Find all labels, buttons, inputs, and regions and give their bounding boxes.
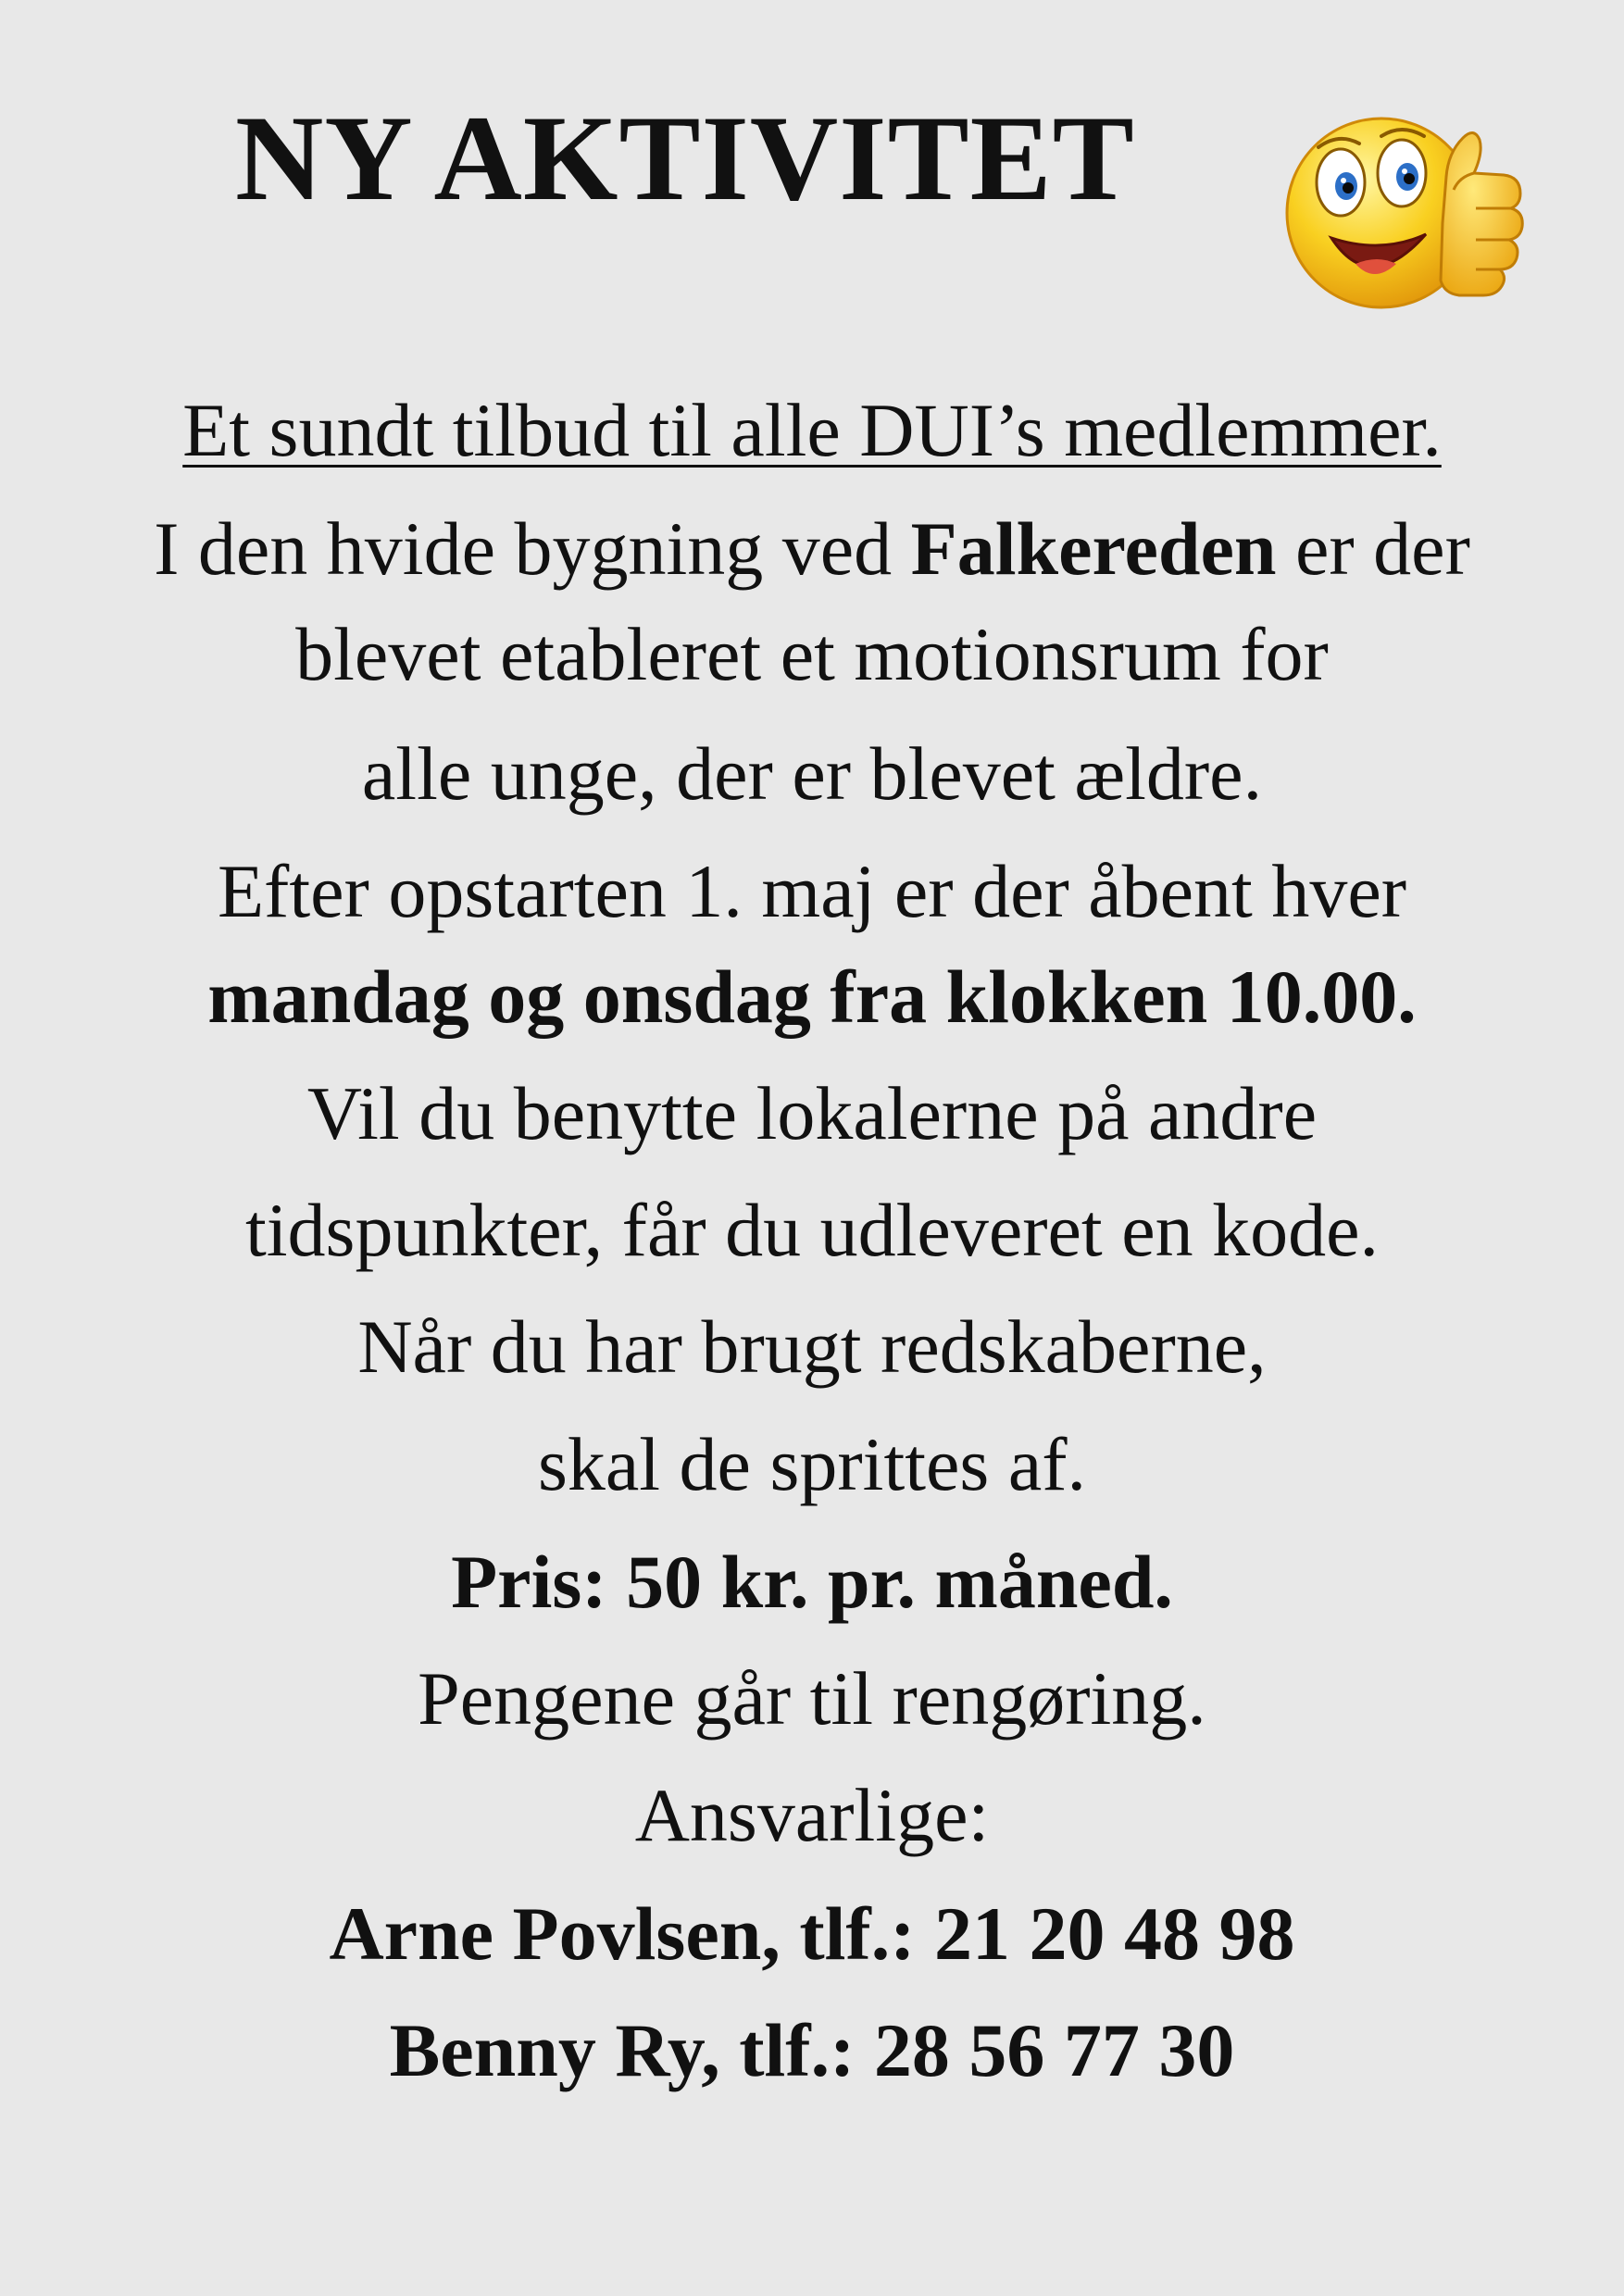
location-suffix: er der <box>1276 506 1470 591</box>
info-line: skal de sprittes af. <box>537 1422 1087 1506</box>
contacts-heading: Ansvarlige: <box>634 1773 990 1857</box>
location-line <box>0 506 1624 591</box>
thumbs-up-smiley-icon <box>1278 116 1555 319</box>
info-line: Når du har brugt redskaberne, <box>357 1304 1267 1389</box>
body-line: blevet etableret et motionsrum for <box>295 612 1329 696</box>
contact-line: Arne Povlsen, tlf.: 21 20 48 98 <box>329 1891 1295 1976</box>
contact-line: Benny Ry, tlf.: 28 56 77 30 <box>389 2008 1235 2092</box>
location-prefix: I den hvide bygning ved <box>154 506 911 591</box>
intro-line: Et sundt tilbud til alle DUI’s medlemmer. <box>182 388 1442 472</box>
body-line: alle unge, der er blevet ældre. <box>361 731 1263 816</box>
location-place: Falkereden <box>910 506 1277 591</box>
info-line: tidspunkter, får du udleveret en kode. <box>244 1188 1380 1272</box>
flyer-title: NY AKTIVITET <box>235 90 1135 226</box>
price-line: Pris: 50 kr. pr. måned. <box>451 1540 1173 1624</box>
body-line: Efter opstarten 1. maj er der åbent hver <box>217 849 1407 933</box>
info-line: Vil du benytte lokalerne på andre <box>306 1071 1318 1155</box>
price-note: Pengene går til rengøring. <box>418 1656 1206 1741</box>
opening-hours: mandag og onsdag fra klokken 10.00. <box>207 955 1417 1039</box>
